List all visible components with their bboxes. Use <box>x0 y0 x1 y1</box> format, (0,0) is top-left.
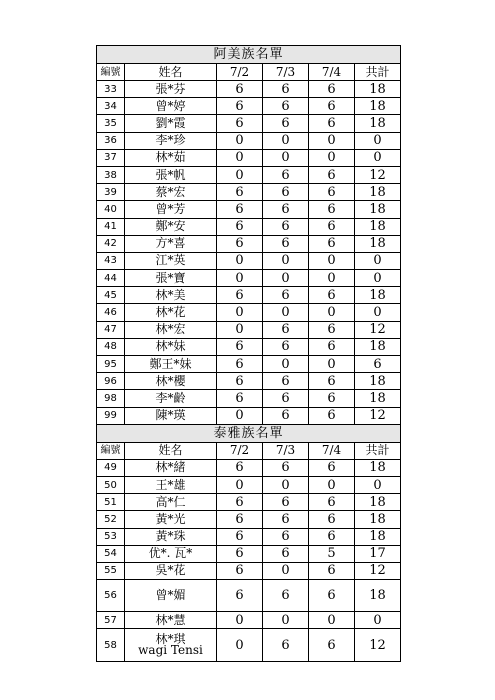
name-cell: 方*喜 <box>125 235 217 252</box>
day2-cell: 0 <box>263 562 309 579</box>
day3-cell: 6 <box>309 629 355 662</box>
day3-cell: 6 <box>309 459 355 476</box>
total-cell: 18 <box>355 373 401 390</box>
id-cell: 41 <box>97 218 125 235</box>
id-cell: 40 <box>97 201 125 218</box>
table-row <box>97 356 401 373</box>
day1-cell: 6 <box>217 356 263 373</box>
day2-cell: 6 <box>263 201 309 218</box>
column-header: 7/4 <box>309 442 355 459</box>
day1-cell: 6 <box>217 81 263 98</box>
table-row <box>97 184 401 201</box>
table-row <box>97 511 401 528</box>
id-cell: 95 <box>97 356 125 373</box>
day3-cell: 0 <box>309 252 355 269</box>
name-cell: 林*琪 wagi Tensi <box>125 629 217 662</box>
day3-cell: 6 <box>309 407 355 424</box>
id-cell: 36 <box>97 132 125 149</box>
total-cell: 18 <box>355 201 401 218</box>
day2-cell: 0 <box>263 304 309 321</box>
id-cell: 57 <box>97 612 125 629</box>
name-cell: 高*仁 <box>125 494 217 511</box>
name-cell: 林*花 <box>125 304 217 321</box>
day1-cell: 0 <box>217 629 263 662</box>
id-cell: 55 <box>97 562 125 579</box>
total-cell: 17 <box>355 545 401 562</box>
day1-cell: 6 <box>217 390 263 407</box>
section-title-row <box>97 424 401 442</box>
id-cell: 34 <box>97 98 125 115</box>
header-row <box>97 442 401 459</box>
day2-cell: 6 <box>263 81 309 98</box>
total-cell: 0 <box>355 132 401 149</box>
name-cell: 鄭王*妹 <box>125 356 217 373</box>
day1-cell: 6 <box>217 459 263 476</box>
name-cell: 張*寶 <box>125 270 217 287</box>
day2-cell: 6 <box>263 494 309 511</box>
total-cell: 18 <box>355 511 401 528</box>
day2-cell: 6 <box>263 390 309 407</box>
day3-cell: 6 <box>309 338 355 355</box>
day1-cell: 6 <box>217 201 263 218</box>
id-cell: 43 <box>97 252 125 269</box>
total-cell: 12 <box>355 407 401 424</box>
day2-cell: 6 <box>263 98 309 115</box>
total-cell: 18 <box>355 115 401 132</box>
day2-cell: 6 <box>263 235 309 252</box>
table-row <box>97 459 401 476</box>
day1-cell: 6 <box>217 287 263 304</box>
total-cell: 6 <box>355 356 401 373</box>
day2-cell: 6 <box>263 373 309 390</box>
day1-cell: 0 <box>217 321 263 338</box>
table-row <box>97 321 401 338</box>
table-row <box>97 287 401 304</box>
table-row <box>97 304 401 321</box>
day2-cell: 0 <box>263 149 309 166</box>
day1-cell: 6 <box>217 511 263 528</box>
table-row <box>97 235 401 252</box>
day2-cell: 6 <box>263 511 309 528</box>
day3-cell: 6 <box>309 494 355 511</box>
name-cell: 曾*芳 <box>125 201 217 218</box>
day2-cell: 6 <box>263 407 309 424</box>
day2-cell: 0 <box>263 270 309 287</box>
day2-cell: 6 <box>263 218 309 235</box>
day1-cell: 6 <box>217 528 263 545</box>
day2-cell: 0 <box>263 612 309 629</box>
day3-cell: 6 <box>309 390 355 407</box>
day3-cell: 6 <box>309 115 355 132</box>
id-cell: 47 <box>97 321 125 338</box>
day1-cell: 0 <box>217 407 263 424</box>
name-cell: 曾*婷 <box>125 98 217 115</box>
day3-cell: 0 <box>309 476 355 493</box>
day2-cell: 6 <box>263 115 309 132</box>
day3-cell: 6 <box>309 184 355 201</box>
column-header: 7/2 <box>217 442 263 459</box>
day3-cell: 6 <box>309 511 355 528</box>
name-cell: 陳*瑛 <box>125 407 217 424</box>
day3-cell: 0 <box>309 132 355 149</box>
table-row <box>97 270 401 287</box>
section-title: 泰雅族名單 <box>97 424 401 442</box>
day3-cell: 6 <box>309 201 355 218</box>
day2-cell: 6 <box>263 528 309 545</box>
id-cell: 54 <box>97 545 125 562</box>
name-cell: 优*. 瓦* <box>125 545 217 562</box>
total-cell: 18 <box>355 580 401 612</box>
table-row <box>97 580 401 612</box>
day3-cell: 0 <box>309 612 355 629</box>
day1-cell: 0 <box>217 149 263 166</box>
name-cell: 李*珍 <box>125 132 217 149</box>
day1-cell: 0 <box>217 612 263 629</box>
name-cell: 林*櫻 <box>125 373 217 390</box>
day2-cell: 6 <box>263 287 309 304</box>
id-cell: 51 <box>97 494 125 511</box>
column-header: 7/3 <box>263 64 309 81</box>
day3-cell: 6 <box>309 287 355 304</box>
day3-cell: 6 <box>309 528 355 545</box>
total-cell: 0 <box>355 304 401 321</box>
id-cell: 46 <box>97 304 125 321</box>
id-cell: 58 <box>97 629 125 662</box>
day2-cell: 6 <box>263 166 309 183</box>
day1-cell: 6 <box>217 562 263 579</box>
name-cell: 張*芬 <box>125 81 217 98</box>
day1-cell: 6 <box>217 545 263 562</box>
total-cell: 12 <box>355 629 401 662</box>
roster-table <box>96 45 401 662</box>
column-header: 7/3 <box>263 442 309 459</box>
day3-cell: 0 <box>309 304 355 321</box>
day2-cell: 6 <box>263 545 309 562</box>
total-cell: 12 <box>355 321 401 338</box>
attendance-sheet <box>96 45 400 662</box>
total-cell: 18 <box>355 81 401 98</box>
name-cell: 黃*光 <box>125 511 217 528</box>
day1-cell: 0 <box>217 270 263 287</box>
name-cell: 王*雄 <box>125 476 217 493</box>
day1-cell: 0 <box>217 132 263 149</box>
total-cell: 18 <box>355 287 401 304</box>
id-cell: 96 <box>97 373 125 390</box>
id-cell: 44 <box>97 270 125 287</box>
section-title-row <box>97 46 401 64</box>
name-cell: 蔡*宏 <box>125 184 217 201</box>
table-row <box>97 562 401 579</box>
day2-cell: 0 <box>263 476 309 493</box>
roster-body <box>97 46 401 662</box>
table-row <box>97 476 401 493</box>
table-row <box>97 629 401 662</box>
day3-cell: 6 <box>309 580 355 612</box>
day3-cell: 6 <box>309 218 355 235</box>
table-row <box>97 115 401 132</box>
header-row <box>97 64 401 81</box>
day3-cell: 0 <box>309 149 355 166</box>
day2-cell: 0 <box>263 132 309 149</box>
day1-cell: 0 <box>217 304 263 321</box>
id-cell: 33 <box>97 81 125 98</box>
table-row <box>97 132 401 149</box>
total-cell: 0 <box>355 252 401 269</box>
total-cell: 18 <box>355 494 401 511</box>
total-cell: 0 <box>355 476 401 493</box>
name-cell: 張*帆 <box>125 166 217 183</box>
name-cell: 林*茹 <box>125 149 217 166</box>
day3-cell: 6 <box>309 98 355 115</box>
column-header: 7/4 <box>309 64 355 81</box>
id-cell: 35 <box>97 115 125 132</box>
name-cell: 鄭*安 <box>125 218 217 235</box>
total-cell: 0 <box>355 612 401 629</box>
day3-cell: 6 <box>309 373 355 390</box>
total-cell: 12 <box>355 166 401 183</box>
table-row <box>97 166 401 183</box>
total-cell: 18 <box>355 459 401 476</box>
column-header: 姓名 <box>125 64 217 81</box>
name-cell: 江*英 <box>125 252 217 269</box>
id-cell: 52 <box>97 511 125 528</box>
day1-cell: 0 <box>217 166 263 183</box>
id-cell: 42 <box>97 235 125 252</box>
table-row <box>97 218 401 235</box>
name-cell: 林*宏 <box>125 321 217 338</box>
name-cell: 吳*花 <box>125 562 217 579</box>
table-row <box>97 149 401 166</box>
id-cell: 45 <box>97 287 125 304</box>
id-cell: 98 <box>97 390 125 407</box>
name-cell: 李*齡 <box>125 390 217 407</box>
day2-cell: 0 <box>263 252 309 269</box>
day1-cell: 6 <box>217 338 263 355</box>
table-row <box>97 390 401 407</box>
day2-cell: 6 <box>263 629 309 662</box>
id-cell: 48 <box>97 338 125 355</box>
day1-cell: 6 <box>217 184 263 201</box>
day2-cell: 6 <box>263 321 309 338</box>
column-header: 編號 <box>97 442 125 459</box>
total-cell: 0 <box>355 270 401 287</box>
day3-cell: 0 <box>309 270 355 287</box>
table-row <box>97 612 401 629</box>
table-row <box>97 407 401 424</box>
day1-cell: 6 <box>217 235 263 252</box>
total-cell: 12 <box>355 562 401 579</box>
day3-cell: 6 <box>309 321 355 338</box>
id-cell: 50 <box>97 476 125 493</box>
table-row <box>97 81 401 98</box>
table-row <box>97 338 401 355</box>
name-cell: 林*緒 <box>125 459 217 476</box>
name-cell: 林*美 <box>125 287 217 304</box>
total-cell: 18 <box>355 218 401 235</box>
id-cell: 38 <box>97 166 125 183</box>
total-cell: 18 <box>355 338 401 355</box>
day3-cell: 0 <box>309 356 355 373</box>
name-cell: 劉*霞 <box>125 115 217 132</box>
name-cell: 林*妹 <box>125 338 217 355</box>
day1-cell: 6 <box>217 580 263 612</box>
total-cell: 18 <box>355 390 401 407</box>
day1-cell: 6 <box>217 494 263 511</box>
day1-cell: 0 <box>217 476 263 493</box>
id-cell: 53 <box>97 528 125 545</box>
day1-cell: 6 <box>217 98 263 115</box>
id-cell: 37 <box>97 149 125 166</box>
column-header: 編號 <box>97 64 125 81</box>
total-cell: 18 <box>355 98 401 115</box>
day2-cell: 6 <box>263 580 309 612</box>
table-row <box>97 201 401 218</box>
total-cell: 18 <box>355 235 401 252</box>
day2-cell: 6 <box>263 338 309 355</box>
day1-cell: 0 <box>217 252 263 269</box>
table-row <box>97 494 401 511</box>
table-row <box>97 98 401 115</box>
total-cell: 18 <box>355 528 401 545</box>
day3-cell: 6 <box>309 562 355 579</box>
day1-cell: 6 <box>217 373 263 390</box>
column-header: 共計 <box>355 64 401 81</box>
section-title: 阿美族名單 <box>97 46 401 64</box>
table-row <box>97 528 401 545</box>
day2-cell: 0 <box>263 356 309 373</box>
day3-cell: 6 <box>309 81 355 98</box>
day3-cell: 5 <box>309 545 355 562</box>
total-cell: 0 <box>355 149 401 166</box>
day2-cell: 6 <box>263 459 309 476</box>
day1-cell: 6 <box>217 218 263 235</box>
table-row <box>97 252 401 269</box>
column-header: 共計 <box>355 442 401 459</box>
column-header: 姓名 <box>125 442 217 459</box>
id-cell: 99 <box>97 407 125 424</box>
name-cell: 林*慧 <box>125 612 217 629</box>
name-cell: 黃*珠 <box>125 528 217 545</box>
name-cell: 曾*媚 <box>125 580 217 612</box>
id-cell: 56 <box>97 580 125 612</box>
table-row <box>97 545 401 562</box>
day2-cell: 6 <box>263 184 309 201</box>
id-cell: 49 <box>97 459 125 476</box>
id-cell: 39 <box>97 184 125 201</box>
day1-cell: 6 <box>217 115 263 132</box>
total-cell: 18 <box>355 184 401 201</box>
day3-cell: 6 <box>309 166 355 183</box>
day3-cell: 6 <box>309 235 355 252</box>
table-row <box>97 373 401 390</box>
column-header: 7/2 <box>217 64 263 81</box>
